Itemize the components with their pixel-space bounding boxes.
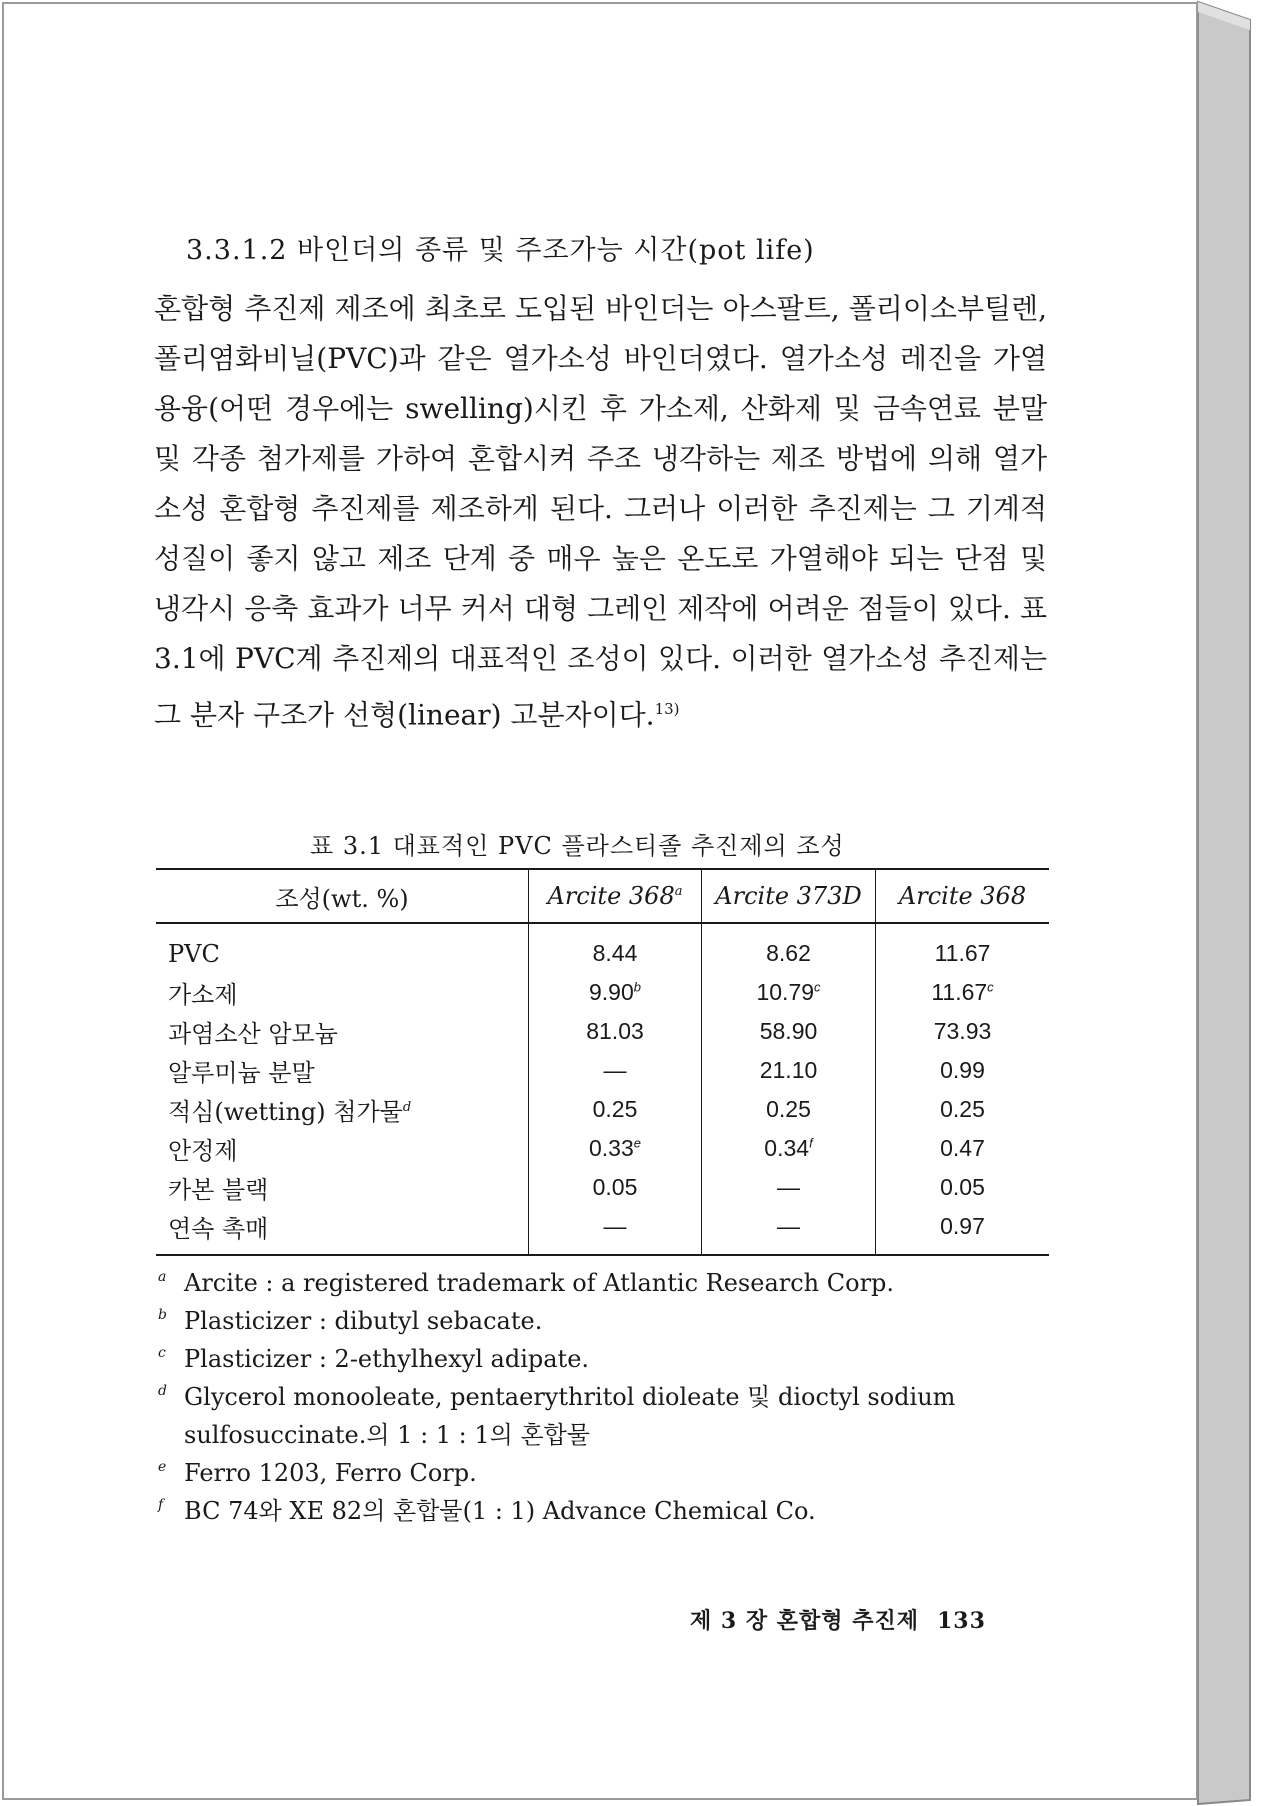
- table-row: [156, 1012, 1049, 1051]
- header-composition: 조성(wt. %): [156, 869, 529, 923]
- value-cell: 81.03: [529, 1012, 702, 1051]
- page-number: 133: [936, 1608, 986, 1634]
- table-row: [156, 1090, 1049, 1129]
- footnote-mark: e: [158, 1459, 167, 1475]
- footnote: [156, 1340, 1056, 1378]
- value-cell: 0.47: [876, 1129, 1050, 1168]
- row-label: 과염소산 암모늄: [168, 1020, 338, 1048]
- value-cell: 73.93: [876, 1012, 1050, 1051]
- header-arcite-368a: Arcite 368$^a$: [529, 869, 702, 923]
- footnote-text: Plasticizer : 2-ethylhexyl adipate.: [184, 1345, 590, 1373]
- footnotes: [156, 1264, 1056, 1530]
- value-cell: 9.90$^b$: [529, 973, 702, 1012]
- table-row: [156, 1168, 1049, 1207]
- value-cell: 0.25: [876, 1090, 1050, 1129]
- row-label: 안정제: [168, 1137, 238, 1165]
- footnote-mark: f: [158, 1497, 164, 1513]
- footnote: [156, 1378, 1056, 1454]
- row-label: 가소제: [168, 981, 238, 1009]
- header-arcite-373d: Arcite 373D: [702, 869, 876, 923]
- footnote-mark: d: [158, 1383, 167, 1399]
- page-footer: [690, 1604, 986, 1635]
- value-cell: 10.79$^c$: [702, 973, 876, 1012]
- composition-table: [156, 868, 1049, 1256]
- paragraph-text: 혼합형 추진제 제조에 최초로 도입된 바인더는 아스팔트, 폴리이소부틸렌, 폴리염화비닐(PVC)과 같은 열가소성 바인더였다. 열가소성 레진을 가열용융(어떤 경우에는 swelling)시킨 후 가소제, 산화제 및 금속연료 분말 및 각종 첨가제를 가하여 혼합시켜 주조 냉각하는 제조 방법에 의해 열가소성 혼합형 추진제를 제조하게 된다. 그러나 이러한 추진제는 그 기계적 성질이 좋지 않고 제조 단계 중 매우 높은 온도로 가열해야 되는 단점 및 냉각시 응축 효과가 너무 커서 대형 그레인 제작에 어려운 점들이 있다. 표 3.1에 PVC계 추진제의 대표적인 조성이 있다. 이러한 열가소성 추진제는 그 분자 구조가 선형(linear) 고분자이다.: [154, 292, 1047, 732]
- value-cell: 11.67: [876, 923, 1050, 973]
- table-row: [156, 1129, 1049, 1168]
- value-cell: 0.97: [876, 1207, 1050, 1255]
- value-cell: 0.25: [702, 1090, 876, 1129]
- footnote-text: BC 74와 XE 82의 혼합물(1 : 1) Advance Chemical Co.: [184, 1497, 816, 1525]
- table-header-row: [156, 869, 1049, 923]
- footnote-text: Arcite : a registered trademark of Atlantic Research Corp.: [184, 1269, 895, 1297]
- row-label: 카본 블랙: [168, 1176, 269, 1204]
- row-label: 연속 촉매: [156, 1207, 529, 1255]
- value-cell: 8.62: [702, 923, 876, 973]
- value-cell: 0.05: [876, 1168, 1050, 1207]
- value-cell: 58.90: [702, 1012, 876, 1051]
- row-label: 알루미늄 분말: [168, 1059, 315, 1087]
- value-cell: —: [529, 1051, 702, 1090]
- value-cell: 0.99: [876, 1051, 1050, 1090]
- value-cell: 0.05: [529, 1168, 702, 1207]
- value-cell: —: [702, 1207, 876, 1255]
- footnote: [156, 1264, 1056, 1302]
- value-cell: 0.25: [529, 1090, 702, 1129]
- footnote: [156, 1492, 1056, 1530]
- value-cell: 11.67$^c$: [876, 973, 1050, 1012]
- table-row: [156, 1051, 1049, 1090]
- row-label: 적심(wetting) 첨가물$^d$: [168, 1098, 412, 1126]
- footnote-text: Glycerol monooleate, pentaerythritol dioleate 및 dioctyl sodium sulfosuccinate.의 1 : 1 : 1의 혼합물: [184, 1383, 956, 1449]
- footnote-mark: c: [158, 1345, 166, 1361]
- value-cell: 0.33e: [529, 1129, 702, 1168]
- value-cell: —: [529, 1207, 702, 1255]
- row-label: PVC: [168, 939, 220, 968]
- footnote-text: Plasticizer : dibutyl sebacate.: [184, 1307, 543, 1335]
- body-paragraph: [154, 284, 1047, 740]
- table-row: [156, 973, 1049, 1012]
- footnote-mark: b: [158, 1307, 167, 1323]
- table-row: [156, 923, 1049, 973]
- footnote-text: Ferro 1203, Ferro Corp.: [184, 1459, 477, 1487]
- value-cell: 0.34$^f$: [702, 1129, 876, 1168]
- value-cell: —: [702, 1168, 876, 1207]
- value-cell: 8.44: [529, 923, 702, 973]
- section-heading: 3.3.1.2 바인더의 종류 및 주조가능 시간(pot life): [186, 235, 815, 266]
- header-arcite-368: Arcite 368: [876, 869, 1050, 923]
- footnote: [156, 1302, 1056, 1340]
- table-caption: 표 3.1 대표적인 PVC 플라스티졸 추진제의 조성: [310, 832, 845, 860]
- table-row: [156, 1207, 1049, 1255]
- chapter-title: 제 3 장 혼합형 추진제: [690, 1608, 919, 1634]
- reference-mark: 13): [654, 700, 680, 718]
- value-cell: 21.10: [702, 1051, 876, 1090]
- footnote: [156, 1454, 1056, 1492]
- footnote-mark: a: [158, 1269, 167, 1285]
